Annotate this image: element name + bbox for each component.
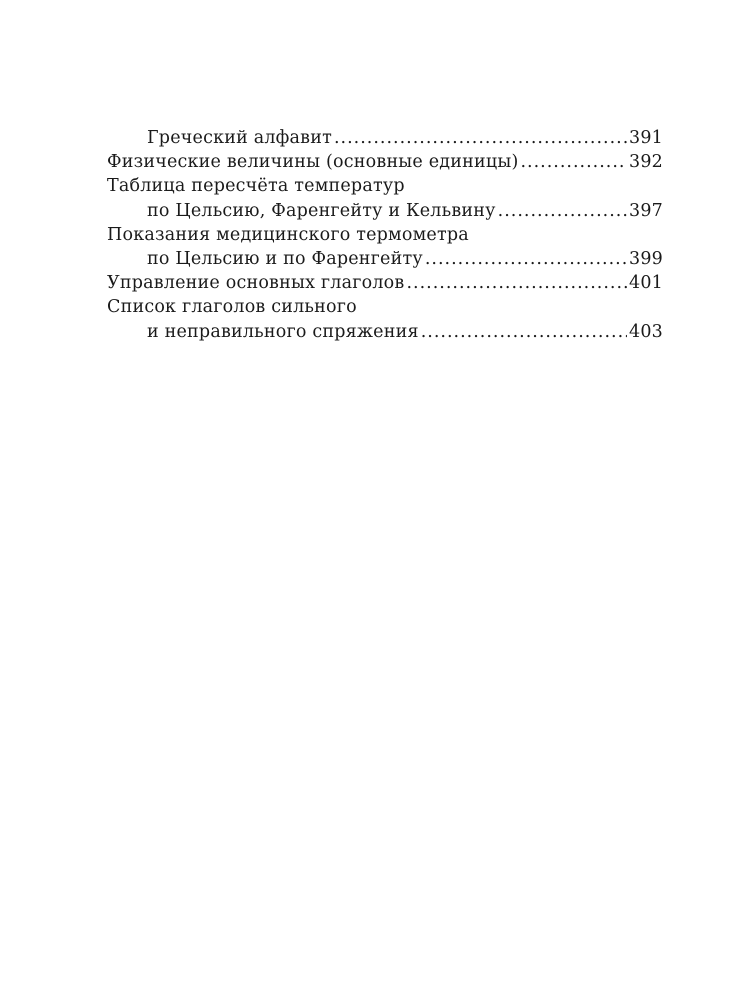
- toc-entry-temperature-table[interactable]: [107, 174, 663, 222]
- toc-entry-title: Список глаголов сильного: [107, 297, 357, 318]
- toc-page-number: 401: [628, 273, 663, 294]
- dot-leader: [520, 150, 627, 174]
- toc-entry-verb-government[interactable]: [107, 271, 663, 295]
- toc-entry-title-line: [107, 174, 663, 198]
- toc-entry-irregular-verbs[interactable]: [107, 295, 663, 343]
- toc-entry-title: Таблица пересчёта температур: [107, 176, 405, 197]
- toc-entry-medical-thermometer[interactable]: [107, 223, 663, 271]
- toc-entry-title: Управление основных глаголов: [107, 273, 405, 294]
- toc-page-number: 399: [628, 248, 663, 269]
- toc-entry-title-line: [107, 199, 663, 223]
- toc-entry-greek-alphabet[interactable]: [107, 126, 663, 150]
- dot-leader: [498, 199, 627, 223]
- dot-leader: [421, 320, 627, 344]
- toc-entry-title-line: [107, 223, 663, 247]
- toc-page-number: 403: [628, 321, 663, 342]
- dot-leader: [406, 271, 627, 295]
- toc-entry-title-continuation: и неправильного спряжения: [147, 321, 419, 342]
- toc-entry-title-continuation: по Цельсию, Фаренгейту и Кельвину: [147, 200, 496, 221]
- toc-entry-title-line: [107, 247, 663, 271]
- toc-entry-title: Показания медицинского термометра: [107, 224, 469, 245]
- toc-entry-physical-quantities[interactable]: [107, 150, 663, 174]
- toc-page-number: 391: [628, 128, 663, 148]
- toc-entry-title: Физические величины (основные единицы): [107, 152, 519, 173]
- table-of-contents: [107, 126, 663, 344]
- toc-page-number: 392: [628, 152, 663, 173]
- toc-entry-title-continuation: по Цельсию и по Фаренгейту: [147, 248, 423, 269]
- dot-leader: [334, 126, 627, 150]
- dot-leader: [425, 247, 627, 271]
- toc-page-number: 397: [628, 200, 663, 221]
- toc-entry-title-line: [107, 295, 663, 319]
- toc-entry-title: Греческий алфавит: [147, 128, 332, 148]
- toc-entry-title-line: [107, 320, 663, 344]
